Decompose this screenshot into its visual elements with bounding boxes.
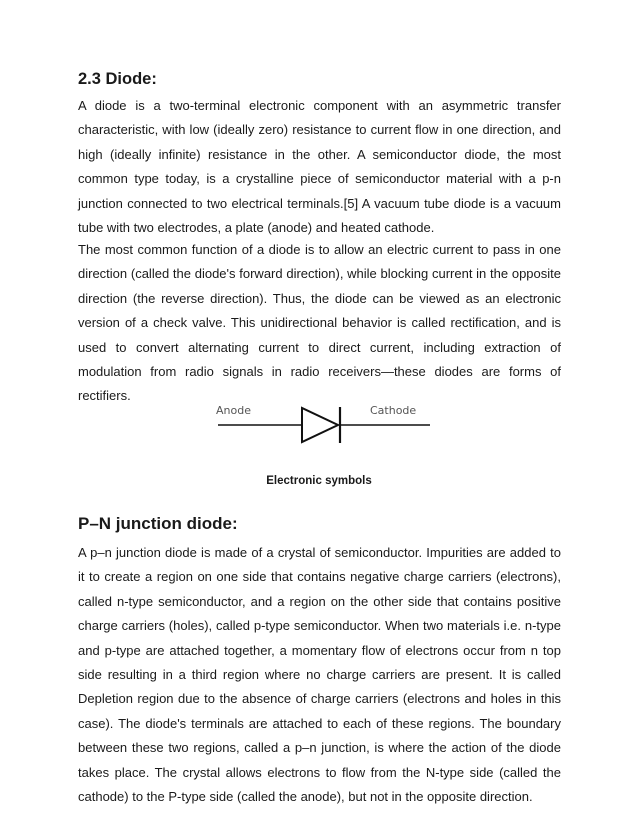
section-heading-pn-junction: P–N junction diode: <box>78 514 238 533</box>
paragraph-diode-definition: A diode is a two-terminal electronic component with an asymmetric transfer characteristic, with low (ideally zero) resistance to current flow in one direction, and high (ideally infinite) resistance in the other. A semiconductor diode, the most common type today, is a crystalline piece of semiconductor material with a p-n junction connected to two electrical terminals.[5] A vacuum tube diode is a vacuum tube with two electrodes, a plate (anode) and heated cathode. <box>78 98 561 236</box>
diode-triangle <box>302 408 338 442</box>
paragraph-diode-function: The most common function of a diode is to allow an electric current to pass in one direction (called the diode's forward direction), while blocking current in the opposite direction (the reverse direction). Thus, the diode can be viewed as an electronic version of a check valve. This unidirectional behavior is called rectification, and is used to convert alternating current to direct current, including extraction of modulation from radio signals in radio receivers—these diodes are forms of rectifiers. <box>78 242 561 404</box>
paragraph-pn-junction: A p–n junction diode is made of a crystal of semiconductor. Impurities are added to it to create a region on one side that contains negative charge carriers (electrons), called n-type semiconductor, and a region on the other side that contains positive charge carriers (holes), called p-type semiconductor. When two materials i.e. n-type and p-type are attached together, a momentary flow of electrons occur from n top side resulting in a third region where no charge carriers are present. It is called Depletion region due to the absence of charge carriers (electrons and holes in this case). The diode's terminals are attached to each of these regions. The boundary between these two regions, called a p–n junction, is where the action of the diode takes place. The crystal allows electrons to flow from the N-type side (called the cathode) to the P-type side (called the anode), but not in the opposite direction. <box>78 545 561 805</box>
figure-caption: Electronic symbols <box>266 475 372 487</box>
diode-symbol-figure <box>214 396 434 446</box>
anode-label: Anode <box>216 404 251 417</box>
diode-symbol-icon <box>214 396 434 446</box>
cathode-label: Cathode <box>370 404 417 417</box>
section-heading-diode: 2.3 Diode: <box>78 70 157 88</box>
